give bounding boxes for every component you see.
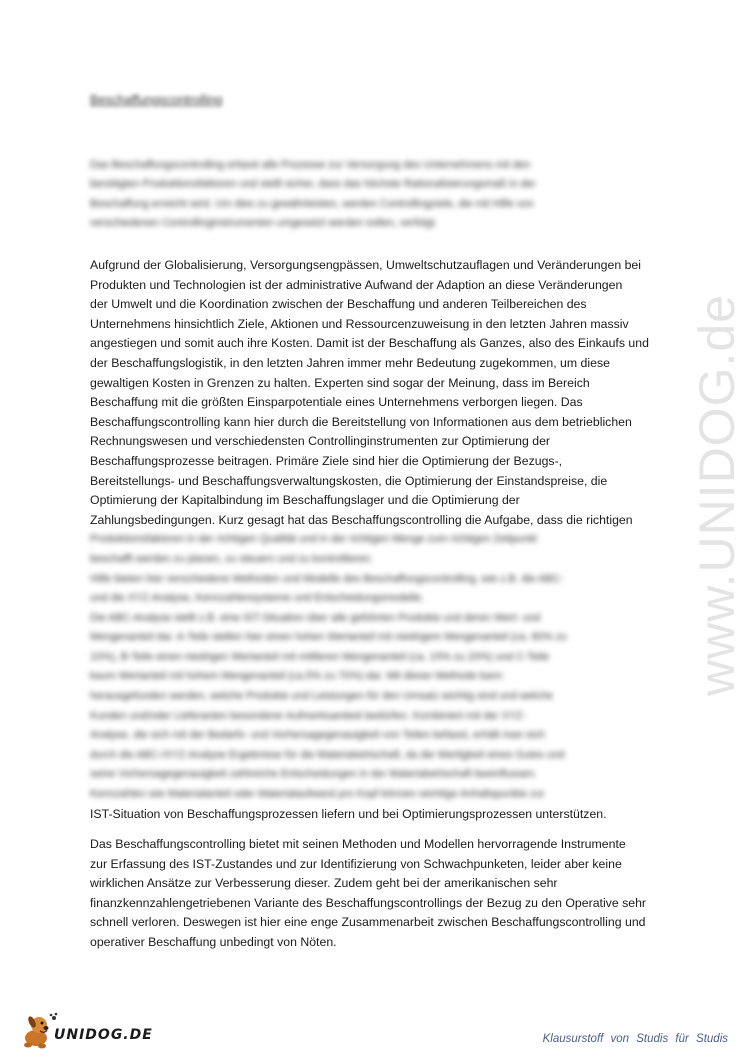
text-line: durch die ABC-/XYZ-Analyse Ergebnisse für die Materialwirtschaft, da die Wertigkeit eines Gutes und [90, 748, 565, 761]
text-line: Die ABC-Analyse stellt z.B. eine IST-Situation über alle geführten Produkte und deren Wert- und [90, 611, 541, 624]
unidog-logo [18, 1010, 158, 1050]
text-line: Mengenanteil dar. A-Teile stellen hier einen hohen Wertanteil mit niedrigem Mengenanteil (ca. 80% zu [90, 631, 567, 644]
text-line: Hilfe bieten hier verschiedene Methoden und Modelle des Beschaffungscontrolling, wie z.B. die ABC- [90, 572, 564, 585]
text-line: IST-Situation von Beschaffungsprozessen liefern und bei Optimierungsprozessen unterstützen. [90, 806, 607, 821]
text-line: der Beschaffungslogistik, in den letzten Jahren immer mehr Bedeutung zugekommen, um diese [90, 355, 610, 370]
text-line: Produktionsfaktoren in der richtigen Qualität und in der richtigen Menge zum richtigen Zeitpunkt [90, 533, 537, 546]
text-line: gewaltigen Kosten in Grenzen zu halten. Experten sind sogar der Meinung, dass im Bereich [90, 375, 590, 390]
watermark: www.UNIDOG.de [689, 294, 745, 696]
paragraph-conclusion [90, 835, 670, 953]
text-line: Bereitstellungs- und Beschaffungsverwaltungskosten, die Optimierung der Einstandspreise, die [90, 473, 608, 488]
text-line: 10%), B-Teile einen niedrigen Wertanteil mit mittleren Mengenanteil (ca. 15% zu 20%) und C-Teile [90, 650, 550, 663]
text-line: Produkten und Technologien ist der administrative Aufwand der Adaption an diese Veränderungen [90, 277, 623, 292]
text-line: Unternehmens hinsichtlich Ziele, Aktionen und Ressourcenzuweisung in den letzten Jahren massiv [90, 316, 629, 331]
text-line: Optimierung der Kapitalbindung im Beschaffungslager und die Optimierung der [90, 493, 520, 508]
text-line: Das Beschaffungscontrolling erfasst alle Prozesse zur Versorgung des Unternehmens mit den [90, 159, 531, 171]
text-line: Kennzahlen wie Materialanteil oder Materialaufwand pro Kopf können wichtige Anhaltspunkte zur [90, 788, 545, 801]
text-line: Kunden und/oder Lieferanten besonderer Aufmerksamkeit bedürfen. Kombiniert mit der XYZ- [90, 709, 526, 722]
text-line: Rechnungswesen und verschiedensten Controllinginstrumenten zur Optimierung der [90, 434, 551, 449]
text-line: Beschaffung mit die größten Einsparpotentiale eines Unternehmens verborgen liegen. Das [90, 395, 583, 410]
dog-mascot-icon [18, 1010, 58, 1050]
text-line: zur Erfassung des IST-Zustandes und zur Identifizierung von Schwachpunketen, leider aber keine [90, 856, 622, 871]
text-line: kaum Wertanteil mit hohem Mengenanteil (ca.5% zu 70%) dar. Mit dieser Methode kann [90, 670, 503, 683]
paragraph-intro [90, 156, 670, 234]
text-line: Beschaffung erreicht wird. Um dies zu gewährleisten, werden Controllingziele, die mit Hilfe von [90, 197, 534, 210]
text-line: der Umwelt und die Koordination zwischen der Beschaffung und anderen Teilbereichen des [90, 297, 587, 312]
text-line: operativer Beschaffung unbedingt von Nöten. [90, 934, 337, 949]
text-line: Beschaffungscontrolling kann hier durch die Bereitstellung von Informationen aus dem betrieblichen [90, 414, 632, 429]
text-line: benötigten Produktionsfaktoren und stellt sicher, dass das höchste Rationalisierungsmaß in der [90, 178, 536, 191]
footer-tagline: Klausurstoff von Studis für Studis [542, 1033, 728, 1045]
paragraph-main [90, 256, 670, 824]
text-line: beschafft werden zu planen, zu steuern und zu kontrollieren. [90, 552, 374, 565]
blurred-section [90, 530, 670, 804]
text-line: seine Vorhersagegenauigkeit zahlreiche Entscheidungen in der Materialwirtschaft beeinflussen. [90, 768, 537, 781]
text-line: wirklichen Ansätze zur Verbesserung dieser. Zudem geht bei der amerikanischen sehr [90, 876, 558, 891]
logo-wordmark: UNIDOG.DE [54, 1027, 153, 1043]
text-line: schnell verloren. Deswegen ist hier eine enge Zusammenarbeit zwischen Beschaffungscontrolling und [90, 915, 646, 930]
text-line: Beschaffungsprozesse beitragen. Primäre Ziele sind hier die Optimierung der Bezugs-, [90, 453, 563, 468]
text-line: Analyse, die sich mit der Bedarfs- und Vorhersagegenauigkeit von Teilen befasst, erhält man sich [90, 729, 546, 742]
document-title: Beschaffungscontrolling [90, 93, 223, 107]
text-line: Das Beschaffungscontrolling bietet mit seinen Methoden und Modellen hervorragende Instrumente [90, 837, 626, 851]
text-line: angestiegen und somit auch ihre Kosten. Damit ist der Beschaffung als Ganzes, also des Einkaufs und [90, 336, 649, 351]
text-line: und die XYZ-Analyse, Kennzahlensysteme und Entscheidungsmodelle. [90, 592, 424, 605]
text-line: finanzkennzahlengetriebenen Variante des Beschaffungscontrollings der Bezug zu den Operative sehr [90, 895, 647, 910]
text-line: verschiedenen Controllinginstrumenten umgesetzt werden sollen, verfolgt. [90, 217, 438, 230]
text-line: Zahlungsbedingungen. Kurz gesagt hat das Beschaffungscontrolling die Aufgabe, dass die richtigen [90, 512, 633, 527]
text-line: herausgefunden werden, welche Produkte und Leistungen für den Umsatz wichtig sind und welche [90, 690, 553, 703]
text-line: Aufgrund der Globalisierung, Versorgungsengpässen, Umweltschutzauflagen und Veränderungen bei [90, 258, 641, 272]
